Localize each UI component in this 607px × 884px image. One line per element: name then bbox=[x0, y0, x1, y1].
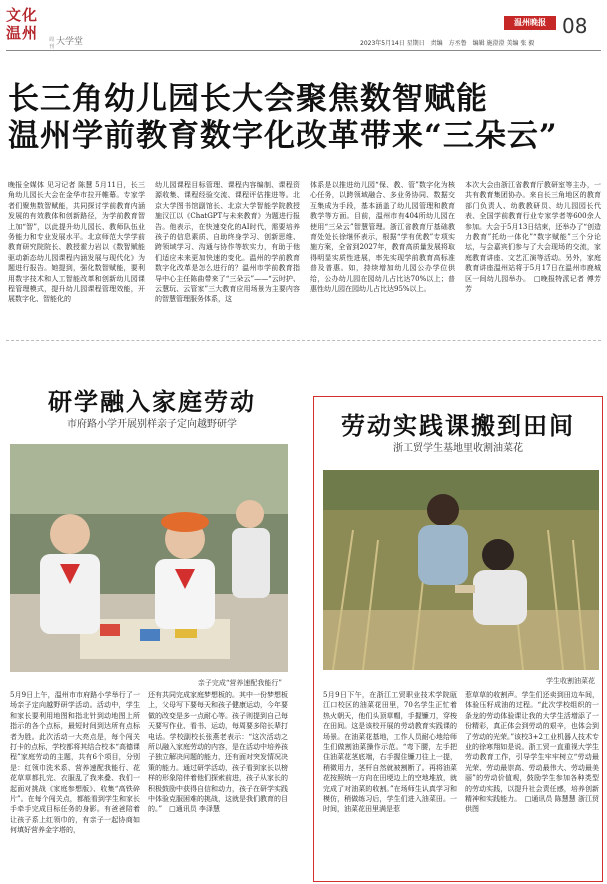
masthead-divider bbox=[6, 50, 601, 51]
brand-small: 周刊 bbox=[49, 37, 55, 50]
masthead-logo bbox=[6, 6, 55, 52]
right-feature-column-1: 5月9日下午，在浙江工贸职业技术学院瓯江口校区的油菜花田里，70名学生正忙着热火朝天，他们头顶草帽，手握镰刀，穿梭在田间。这是该校开展的劳动教育实践课的场景。在油菜花基地，工作人员耐心地给师生们做割油菜操作示范。“弯下腰，左手把住油菜花茎底端，右手握住镰刀往上一提，稍微用力，茎杆自然就被割断了。再将油菜花按照统一方向在田埂边上的空地堆放，就完成了对油菜的收割。”在场师生认真学习和模仿，稍做练习后，学生们进入油菜田。一时间，油菜花田里满是惹 bbox=[323, 691, 457, 814]
right-feature-subtitle: 浙工贸学生基地里收割油菜花 bbox=[393, 443, 523, 454]
left-feature-subtitle: 市府路小学开展别样亲子定向越野研学 bbox=[67, 419, 237, 430]
lead-column-3: 体系是以推进幼儿园“保、教、管”数字化为核心任务，以跨领域融合、多业务协同、数据交互集成为手段，基本涵盖了幼儿园管理和教育教学等方面。目前，温州市有404所幼儿园在使用“三朵云”智慧管理。浙江省教育厅基础教育处处长徐继怀表示，根据“学有优教”专项实施方案，全省到2027年，教育高质量发展将取得明显实质性进展，率先实现学前教育高标准普及普惠。如，持续增加幼儿园公办学位供给，公办幼儿园在园幼儿占比达70%以上；普惠性幼儿园在园幼儿占比达95%以上。 bbox=[310, 181, 455, 294]
left-feature-title: 研学融入家庭劳动 bbox=[48, 387, 256, 416]
brand-bottom: 温州 bbox=[6, 24, 39, 42]
paper-name-badge: 温州晚报 bbox=[504, 16, 556, 30]
left-feature-column-2: 还有共同完成家庭梦想板的。其中一份梦想板上，父母写下要每天和孩子健康运动，今年要做的改变是多一点耐心等。孩子则提到自己每天要写作业、看书、运动，每周要多陪长辈打电话。学校副校长张燕老表示：“这次活动之所以融入家庭劳动的内容，是在活动中培养孩子独立解决问题的能力，还有面对突发情况决策的能力。通过研学活动，孩子看到家长以榜样的形象陪伴着他们探索前进，孩子从家长的积极鼓励中获得自信和动力，孩子在研学实践中体验克服困难的挑战，这就是我们教育的目的。” □通讯员 李泽慧 bbox=[148, 691, 288, 814]
headline-line-1: 长三角幼儿园长大会聚焦数智赋能 bbox=[8, 81, 488, 117]
parent-child-photo bbox=[10, 444, 288, 672]
left-feature-column-1: 5月9日上午，温州市市府路小学举行了一场亲子定向越野研学活动。活动中，学生和家长要利用地图和指北针到动地图上所指示的各个点标，最短时间到达所有点标者为胜。此次活动一大亮点是，每个闯关打卡的点标，学校都将其结合校本“高德课程”家庭劳动的主题，共有6个项目，分别是：红领巾洗米系、营养速配我能行、花花草草都扎完、衣服乱了我来叠、我们一起面对挑战《家庭参想版》、收集“高铁碎片”。在每个闯关点，都能看到学生和家长手牵手完成目标任务的身影。有爸爸陪着让孩子系上红领巾的，有亲子一起协商如何填好营养金字塔的， bbox=[10, 691, 140, 835]
page-number: 08 bbox=[562, 14, 588, 38]
rapeseed-harvest-photo bbox=[323, 470, 599, 670]
section-divider bbox=[6, 340, 601, 341]
right-feature-column-2: 惹草草的收割声。学生们还卖到田边车间，体验压籽成油的过程。“此次学校组织的一条龙的劳动体验课让我的大学生活增添了一份精彩，真正体会到劳动的艰辛，也体会到了劳动的光荣。”该校3+2工业机器人技术专业的徐寒翔如是说。浙工贸一直重视大学生劳动教育工作，引导学生牢牢树立“劳动最光荣、劳动最崇高、劳动最伟大、劳动最美丽”的劳动价值观，鼓励学生参加各种类型的劳动实践，以提升社会责任感，培养创新精神和实践能力。 □通讯员 陈慧慧 浙江贸供图 bbox=[465, 691, 599, 814]
left-photo-caption: 亲子完成“营养速配我能行” bbox=[197, 679, 282, 687]
brand-top: 文化 bbox=[6, 6, 39, 24]
right-feature-title: 劳动实践课搬到田间 bbox=[341, 411, 575, 440]
section-name: 大学堂 bbox=[56, 37, 84, 47]
lead-column-4: 本次大会由浙江省教育厅教研室等主办，一共有教育集团协办。来自长三角地区的教育部门负责人、幼教教研员、幼儿园园长代表、全国学前教育行业专家学者等600余人参加。大会于5月13日结束，还举办了“创造力教育”托幼一体化”“数字赋能”三个分论坛，与会嘉宾们参与了大会现场的交流，家庭教育讲座、文艺汇演等活动。另外，家庭教育讲座温州站将于5月17日在温州市鹿城区一间幼儿园举办。 □晚报特派记者 傅芳芳 bbox=[465, 181, 601, 294]
issue-info: 2023年5月14日 星期日 责编 方丞鲁 编辑 施澄澄 美编 张 毅 bbox=[360, 40, 535, 47]
right-photo-caption: 学生收割油菜花 bbox=[546, 677, 595, 685]
headline-line-2: 温州学前教育数字化改革带来“三朵云” bbox=[8, 118, 558, 154]
lead-column-2: 幼儿园课程目标管理、课程内容编制、课程资源收集、课程经验交流、课程评估推进等。北京大学图书馆副馆长、北京大学智能学院教授施汉江以《ChatGPT与未来教育》为题进行报告。他表示，在快速变化的AI时代，需要培养孩子的信息素质、自助终身学习、创新思维、跨领域学习、沟通与协作等软实力，有助于他们适应未来更加快速的变化。温州的学前教育数字化改革是怎么进行的？温州市学前教育指导中心主任陈曲带来了“三朵云”——“云时护、云慧玩、云管家”三大教育应用场景为主要内容的智慧管理服务体系，这 bbox=[155, 181, 300, 304]
lead-column-1: 晚报全媒体 见习记者 陈慧 5月11日，长三角幼儿园长大会在金华市拉开帷幕。专家学者们聚焦数智赋能，共同探讨学前教育内涵发展的有效教体和创新路径，为学前教育智上加“智”，以此提升幼儿园长、教师队伍业务能力和专业发展水平。北京师范大学学前教育研究院院长、教授霍力岩以《数智赋能驱动新态幼儿园课程内涵发展与现代化》为题进行报告。她提到，强化数智赋能，要利用数字技术和人工智能改革和创新幼儿园课程管理模式，提升幼儿园课程管理效能，开展数字化、智能化的 bbox=[8, 181, 145, 304]
